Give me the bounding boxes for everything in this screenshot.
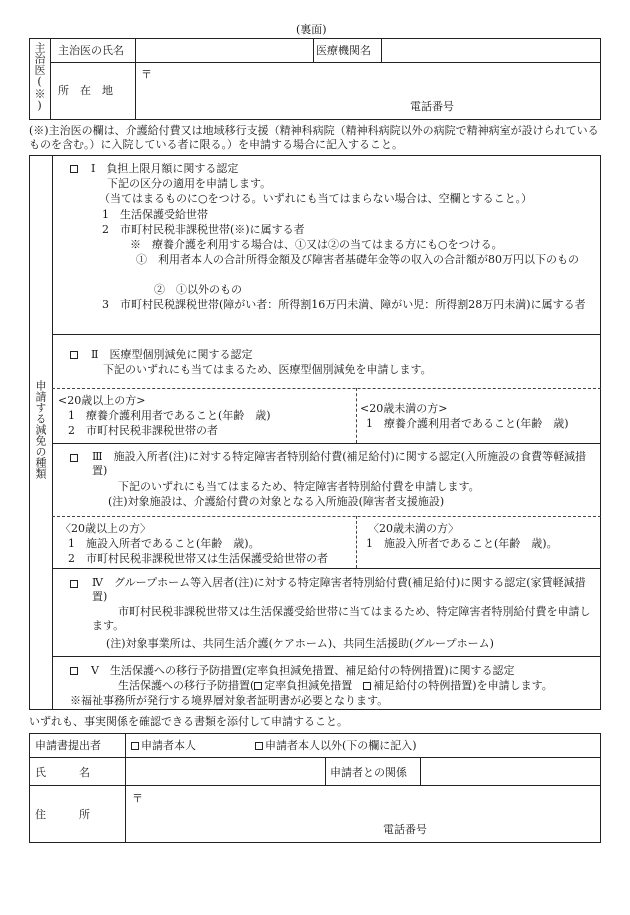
sec1-item3: 3 市町村民税課税世帯(障がい者：所得割16万円未満、障がい児：所得割28万円未満)に属する者 (102, 298, 586, 311)
other-checkbox[interactable] (255, 742, 263, 750)
sec4-checkbox[interactable] (70, 580, 78, 588)
address-label: 所 在 地 (58, 84, 113, 97)
sec5-title[interactable]: Ⅴ 生活保護への移行予防措置(定率負担減免措置、補足給付の特例措置)に関する認定 (70, 664, 515, 677)
sec3-right-head: 〈20歳未満の方〉 (368, 522, 459, 535)
attach-note: いずれも、事実関係を確認できる書類を添付して申請すること。 (29, 715, 348, 728)
reduction-side-label: 申請する減免の種類 (34, 380, 47, 479)
sec1-note-2: ② ①以外のもの (154, 283, 242, 296)
applicant-address-label: 住 所 (35, 808, 90, 821)
sec3-line2: (注)対象施設は、介護給付費の対象となる入所施設(障害者支援施設) (108, 495, 445, 508)
applicant-name-field[interactable] (128, 760, 322, 782)
relation-field[interactable] (423, 760, 598, 782)
sec1-item1: 1 生活保護受給世帯 (102, 208, 208, 221)
sec3-checkbox[interactable] (70, 454, 78, 462)
postal-mark: 〒 (141, 68, 152, 81)
sec3-right-item1: 1 施設入所者であること(年齢 歳)。 (366, 537, 558, 550)
doctor-side-label: 主治医(※) (33, 42, 46, 112)
self-checkbox[interactable] (131, 742, 139, 750)
sec1-title[interactable]: Ⅰ 負担上限月額に関する認定 (70, 162, 238, 175)
doctor-name-label: 主治医の氏名 (58, 44, 124, 57)
sec4-line1: 市町村民税非課税世帯又は生活保護受給世帯に当てはまるため、特定障害者特別給付費を申請します。 (92, 605, 591, 632)
sec3-title: Ⅲ 施設入所者(注)に対する特定障害者特別給付費(補足給付)に関する認定(入所施設の食費等軽減措置) (92, 450, 587, 477)
sec3-left-item2: 2 市町村民税非課税世帯又は生活保護受給世帯の者 (68, 552, 328, 565)
sec2-title[interactable]: Ⅱ 医療型個別減免に関する認定 (70, 348, 252, 361)
doctor-address-field[interactable] (138, 64, 598, 118)
doctor-name-field[interactable] (138, 40, 310, 60)
sec5-opt1-checkbox[interactable] (254, 682, 262, 690)
sec1-item2: 2 市町村民税非課税世帯(※)に属する者 (102, 223, 305, 236)
sec5-line1: 生活保護への移行予防措置( 定率負担減免措置 補足給付の特例措置)を申請します。 (118, 679, 553, 692)
submitter-self-option[interactable]: 申請者本人 (131, 739, 196, 752)
sec2-line1: 下記のいずれにも当てはまるため、医療型個別減免を申請します。 (103, 363, 432, 376)
sec2-right-head: <20歳未満の方> (360, 402, 448, 415)
sec3-checkbox-wrap[interactable] (70, 451, 80, 463)
submitter-label: 申請書提出者 (35, 739, 101, 752)
sec1-note-1: ① 利用者本人の合計所得金額及び障害者基礎年金等の収入の合計額が80万円以下のもの (136, 253, 579, 266)
sec3-left-item1: 1 施設入所者であること(年齢 歳)。 (68, 537, 260, 550)
sec4-title: Ⅳ グループホーム等入居者(注)に対する特定障害者特別給付費(補足給付)に関する認定(家賃軽減措置) (92, 576, 586, 603)
sec2-right-item1: 1 療養介護利用者であること(年齢 歳) (366, 417, 569, 430)
sec5-checkbox[interactable] (70, 667, 78, 675)
applicant-address-field[interactable] (128, 788, 598, 840)
sec2-left-item2: 2 市町村民税非課税世帯の者 (68, 424, 218, 437)
sec2-left-head: <20歳以上の方> (58, 394, 146, 407)
sec1-line1: 下記の区分の適用を申請します。 (107, 177, 272, 190)
submitter-other-option[interactable]: 申請者本人以外(下の欄に記入) (255, 739, 417, 752)
applicant-phone-label: 電話番号 (383, 823, 427, 836)
sec3-line1: 下記のいずれにも当てはまるため、特定障害者特別給付費を申請します。 (118, 480, 480, 493)
doctor-note: (※)主治医の欄は、介護給付費又は地域移行支援（精神科病院（精神科病院以外の病院で精神病室が設けられているものを含む。）に入院している者に限る。）を申請する場合に記入すること。 (29, 124, 599, 151)
sec1-line2: （当てはまるものに○をつける。いずれにも当てはまらない場合は、空欄とすること。） (99, 192, 533, 205)
institution-label: 医療機関名 (316, 44, 371, 57)
sec5-note: ※福祉事務所が発行する境界層対象者証明書が必要となります。 (70, 694, 389, 707)
sec3-left-head: 〈20歳以上の方〉 (60, 522, 151, 535)
sec2-checkbox[interactable] (70, 351, 78, 359)
sec4-line2: (注)対象事業所は、共同生活介護(ケアホーム)、共同生活援助(グループホーム) (106, 637, 494, 650)
page-side-label: (裏面) (296, 23, 327, 36)
applicant-postal-mark: 〒 (132, 792, 143, 805)
sec1-checkbox[interactable] (70, 165, 78, 173)
sec1-note: ※ 療養介護を利用する場合は、①又は②の当てはまる方にも○をつける。 (130, 238, 503, 251)
sec4-checkbox-wrap[interactable] (70, 577, 80, 589)
institution-field[interactable] (384, 40, 598, 60)
doctor-phone-label: 電話番号 (410, 100, 454, 113)
sec5-opt2-checkbox[interactable] (363, 682, 371, 690)
applicant-name-label: 氏 名 (35, 766, 90, 779)
sec2-left-item1: 1 療養介護利用者であること(年齢 歳) (68, 409, 271, 422)
relation-label: 申請者との関係 (330, 766, 407, 779)
